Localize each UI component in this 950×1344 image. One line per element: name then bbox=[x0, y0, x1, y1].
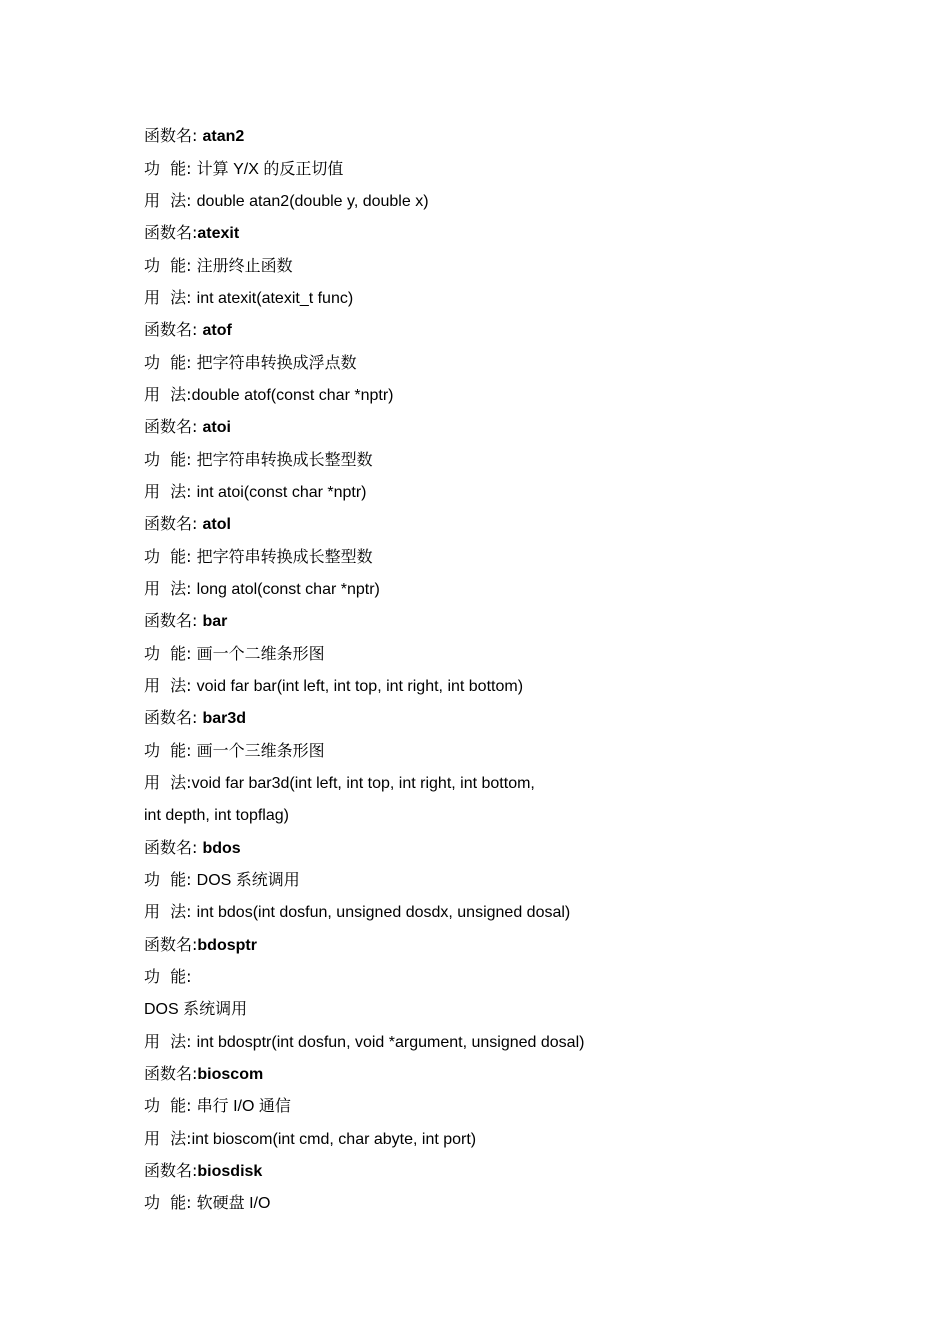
doc-line bbox=[144, 1155, 864, 1187]
field-label: 用 法: bbox=[144, 482, 197, 501]
field-label: 功 能: bbox=[144, 256, 197, 275]
field-value: void far bar(int left, int top, int right, int bottom) bbox=[196, 678, 524, 695]
function-name: bar3d bbox=[202, 710, 247, 727]
doc-line bbox=[144, 249, 864, 282]
doc-line bbox=[144, 864, 864, 896]
field-label: 用 法: bbox=[144, 902, 197, 921]
field-value: void far bar3d(int left, int top, int right, int bottom, bbox=[191, 775, 535, 792]
field-label: 功 能: bbox=[144, 450, 197, 469]
field-label: 函数名: bbox=[144, 1161, 198, 1180]
field-label: 用 法: bbox=[144, 579, 197, 598]
field-value: 把字符串转换成长整型数 bbox=[196, 452, 373, 469]
doc-line bbox=[144, 476, 864, 508]
field-value: 串行 I/O 通信 bbox=[196, 1098, 291, 1115]
function-name: atexit bbox=[197, 225, 240, 242]
doc-line bbox=[144, 993, 864, 1025]
doc-line bbox=[144, 1122, 864, 1155]
field-label: 功 能: bbox=[144, 1096, 197, 1115]
field-label: 用 法: bbox=[144, 288, 197, 307]
field-label: 功 能: bbox=[144, 1193, 197, 1212]
field-label: 用 法: bbox=[144, 385, 192, 404]
field-label: 函数名: bbox=[144, 126, 203, 145]
doc-line bbox=[144, 346, 864, 379]
field-value: 注册终止函数 bbox=[196, 258, 293, 275]
field-label: 功 能: bbox=[144, 644, 197, 663]
doc-line bbox=[144, 443, 864, 476]
field-value: DOS 系统调用 bbox=[196, 872, 300, 889]
field-value: int bioscom(int cmd, char abyte, int port) bbox=[191, 1131, 477, 1148]
doc-line bbox=[144, 702, 864, 734]
field-label: 函数名: bbox=[144, 611, 203, 630]
field-value: 计算 Y/X 的反正切值 bbox=[196, 161, 344, 178]
doc-line bbox=[144, 185, 864, 217]
doc-line bbox=[144, 282, 864, 314]
field-label: 功 能: bbox=[144, 159, 197, 178]
doc-line bbox=[144, 928, 864, 961]
function-name: atol bbox=[202, 516, 231, 533]
field-value: 把字符串转换成长整型数 bbox=[196, 549, 373, 566]
field-value: int bdos(int dosfun, unsigned dosdx, unsigned dosal) bbox=[196, 904, 571, 921]
function-name: biosdisk bbox=[197, 1163, 263, 1180]
function-reference-list bbox=[144, 120, 864, 1219]
field-label: 函数名: bbox=[144, 223, 198, 242]
doc-line bbox=[144, 152, 864, 185]
doc-line bbox=[144, 961, 864, 993]
doc-line bbox=[144, 670, 864, 702]
function-name: atan2 bbox=[202, 128, 245, 145]
function-name: bdosptr bbox=[197, 937, 257, 954]
field-label: 用 法: bbox=[144, 773, 192, 792]
field-label: 用 法: bbox=[144, 1129, 192, 1148]
field-value: DOS 系统调用 bbox=[144, 1001, 248, 1018]
doc-line bbox=[144, 1058, 864, 1090]
function-name: bar bbox=[202, 613, 228, 630]
doc-line bbox=[144, 896, 864, 928]
doc-line bbox=[144, 508, 864, 540]
doc-line bbox=[144, 734, 864, 767]
field-label: 函数名: bbox=[144, 1064, 198, 1083]
field-value: 画一个二维条形图 bbox=[196, 646, 325, 663]
doc-line bbox=[144, 831, 864, 864]
doc-line bbox=[144, 217, 864, 249]
field-label: 函数名: bbox=[144, 320, 203, 339]
doc-line bbox=[144, 1090, 864, 1122]
function-name: atof bbox=[202, 322, 232, 339]
doc-line bbox=[144, 637, 864, 670]
field-label: 函数名: bbox=[144, 417, 203, 436]
doc-line bbox=[144, 605, 864, 637]
function-name: atoi bbox=[202, 419, 231, 436]
field-label: 功 能: bbox=[144, 870, 197, 889]
doc-line bbox=[144, 379, 864, 411]
function-name: bioscom bbox=[197, 1066, 264, 1083]
field-value: double atof(const char *nptr) bbox=[191, 387, 394, 404]
field-label: 函数名: bbox=[144, 838, 203, 857]
field-value: int bdosptr(int dosfun, void *argument, unsigned dosal) bbox=[196, 1034, 585, 1051]
field-label: 用 法: bbox=[144, 676, 197, 695]
field-label: 功 能: bbox=[144, 741, 197, 760]
field-label: 用 法: bbox=[144, 1032, 197, 1051]
doc-line bbox=[144, 314, 864, 346]
field-value: int depth, int topflag) bbox=[144, 807, 289, 824]
doc-line bbox=[144, 767, 864, 799]
function-name: bdos bbox=[202, 840, 241, 857]
field-value: int atexit(atexit_t func) bbox=[196, 290, 354, 307]
doc-line bbox=[144, 1025, 864, 1058]
field-label: 功 能: bbox=[144, 547, 197, 566]
field-value: 画一个三维条形图 bbox=[196, 743, 325, 760]
field-value: int atoi(const char *nptr) bbox=[196, 484, 367, 501]
doc-line bbox=[144, 799, 864, 831]
field-value: 把字符串转换成浮点数 bbox=[196, 355, 357, 372]
field-value: long atol(const char *nptr) bbox=[196, 581, 380, 598]
doc-line bbox=[144, 1187, 864, 1219]
field-value: 软硬盘 I/O bbox=[196, 1195, 271, 1212]
field-label: 功 能: bbox=[144, 353, 197, 372]
field-value: double atan2(double y, double x) bbox=[196, 193, 429, 210]
doc-line bbox=[144, 573, 864, 605]
field-label: 功 能: bbox=[144, 967, 192, 986]
field-label: 函数名: bbox=[144, 708, 203, 727]
field-label: 用 法: bbox=[144, 191, 197, 210]
doc-line bbox=[144, 540, 864, 573]
doc-line bbox=[144, 120, 864, 152]
field-label: 函数名: bbox=[144, 935, 198, 954]
doc-line bbox=[144, 411, 864, 443]
field-label: 函数名: bbox=[144, 514, 203, 533]
